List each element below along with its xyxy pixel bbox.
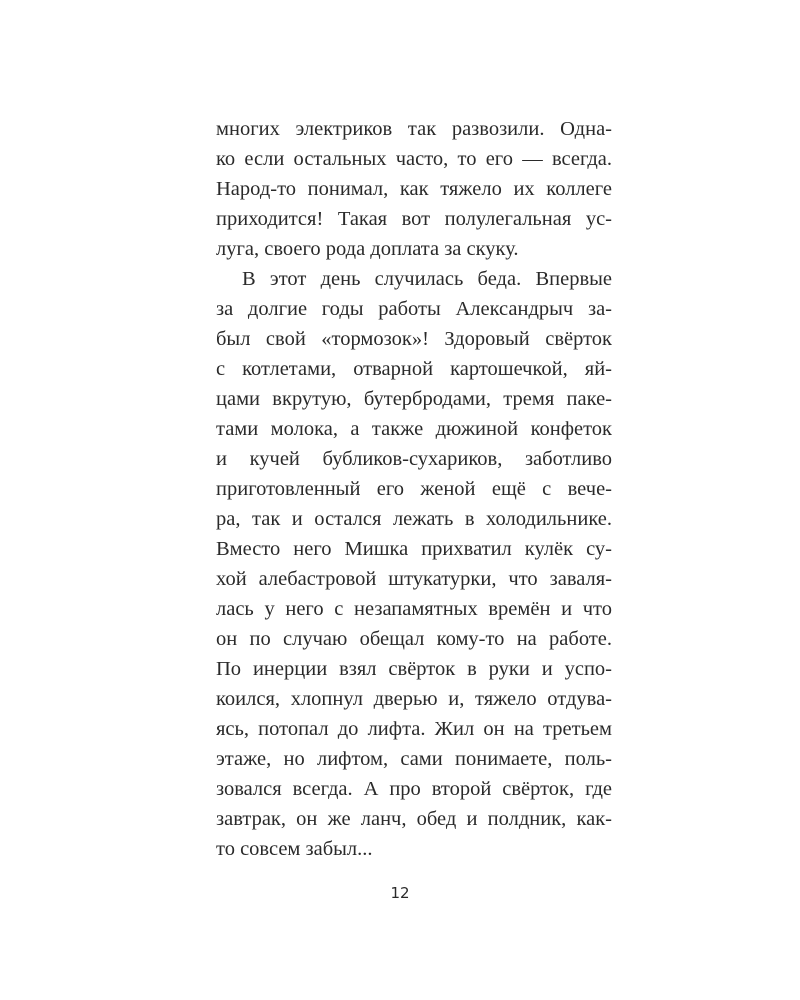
text-line: то совсем забыл... <box>216 838 373 860</box>
text-line: хой алебастровой штукатурки, что заваля- <box>216 568 612 590</box>
text-line: луга, своего рода доплата за скуку. <box>216 238 519 260</box>
text-line: и кучей бубликов-сухариков, заботливо <box>216 448 612 470</box>
text-line: Народ-то понимал, как тяжело их коллеге <box>216 178 612 200</box>
text-line: многих электриков так развозили. Одна- <box>216 118 612 140</box>
text-line: По инерции взял свёрток в руки и успо- <box>216 658 612 680</box>
text-line: Вместо него Мишка прихватил кулёк су- <box>216 538 612 560</box>
text-line: приготовленный его женой ещё с вече- <box>216 478 612 500</box>
text-line: лась у него с незапамятных времён и что <box>216 598 612 620</box>
text-line: с котлетами, отварной картошечкой, яй- <box>216 358 612 380</box>
text-line: тами молока, а также дюжиной конфеток <box>216 418 612 440</box>
text-line: ра, так и остался лежать в холодильнике. <box>216 508 612 530</box>
text-line: цами вкрутую, бутербродами, тремя паке- <box>216 388 612 410</box>
text-line: зовался всегда. А про второй свёрток, где <box>216 778 612 800</box>
text-line: он по случаю обещал кому-то на работе. <box>216 628 612 650</box>
text-line: ко если остальных часто, то его — всегда. <box>216 148 612 170</box>
text-line: был свой «тормозок»! Здоровый свёрток <box>216 328 612 350</box>
text-line: В этот день случилась беда. Впервые <box>242 268 612 290</box>
text-line: ясь, потопал до лифта. Жил он на третьем <box>216 718 612 740</box>
text-line: за долгие годы работы Александрыч за- <box>216 298 612 320</box>
text-line: приходится! Такая вот полулегальная ус- <box>216 208 612 230</box>
text-line: завтрак, он же ланч, обед и полдник, как- <box>216 808 612 830</box>
body-text <box>216 114 612 864</box>
text-line: этаже, но лифтом, сами понимаете, поль- <box>216 748 612 770</box>
page-number: 12 <box>390 884 410 902</box>
text-line: коился, хлопнул дверью и, тяжело отдува- <box>216 688 612 710</box>
